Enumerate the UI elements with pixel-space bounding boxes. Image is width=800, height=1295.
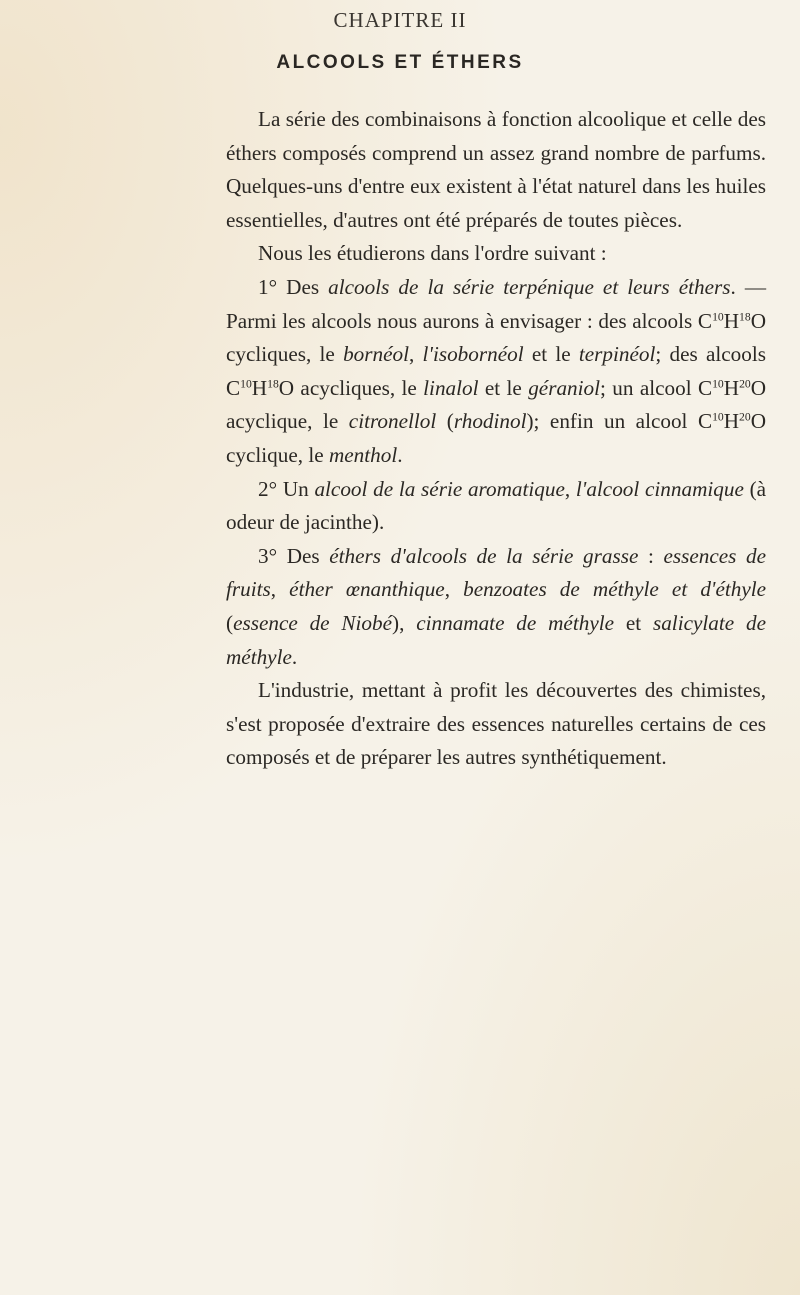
- linalol-term: linalol: [423, 375, 479, 400]
- section-title: ALCOOLS ET ÉTHERS: [276, 52, 524, 73]
- cinnamic-term: l'alcool cinnamique: [575, 476, 744, 501]
- oenanthique-term: éther œnanthique: [289, 577, 445, 602]
- item-2-number: 2°: [258, 476, 278, 501]
- item-2-paragraph: 2° Un alcool de la série aromatique, l'alcool cinnamique (à odeur de jacinthe).: [226, 476, 767, 535]
- item-2-title: alcool de la série aromatique: [314, 476, 565, 501]
- benzoates-term: benzoates de méthyle et d'éthyle: [463, 577, 767, 602]
- niobe-term: essence de Niobé: [233, 610, 393, 635]
- borneol-term: bornéol: [343, 342, 409, 367]
- salicylate-term: salicylate de méthyle: [226, 610, 766, 669]
- cinnamate-term: cinnamate de méthyle: [416, 610, 615, 635]
- body-text: [226, 103, 766, 775]
- item-1-paragraph: 1° Des alcools de la série terpénique et leurs éthers. — Parmi les alcools nous aurons à envisager : des alcools $C^{10}H^{18}O$ cycliques, le bornéol, l'isobornéol et le terpinéol; des alcools $C^{10}H^{18}O$ acycliques, le linalol et le géraniol; un alcool $C^{10}H^{20}O$ acyclique, le citronellol (rhodinol); enfin un alcool $C^{10}H^{20}O$ cyclique, le menthol.: [226, 274, 767, 467]
- rhodinol-term: rhodinol: [453, 409, 527, 434]
- item-3-paragraph: 3° Des éthers d'alcools de la série grasse : essences de fruits, éther œnanthique, benzoates de méthyle et d'éthyle (essence de Niobé), cinnamate de méthyle et salicylate de méthyle.: [226, 543, 767, 669]
- item-3-title: éthers d'alcools de la série grasse: [329, 543, 639, 568]
- geraniol-term: géraniol: [528, 375, 601, 400]
- fruits-term: essences de fruits: [226, 543, 766, 602]
- citronellol-term: citronellol: [348, 409, 437, 434]
- order-paragraph: Nous les étudierons dans l'ordre suivant :: [258, 241, 607, 266]
- closing-paragraph: L'industrie, mettant à profit les découvertes des chimistes, s'est proposée d'extraire des essences naturelles certains de ces composés et de préparer les autres synthétiquement.: [226, 678, 766, 770]
- chapter-title: CHAPITRE II: [333, 8, 467, 32]
- intro-paragraph: La série des combinaisons à fonction alcoolique et celle des éthers composés comprend un assez grand nombre de parfums. Quelques-uns d'entre eux existent à l'état naturel dans les huiles essentielles, d'autres ont été préparés de toutes pièces.: [226, 107, 766, 232]
- item-1-title: alcools de la série terpénique et leurs éthers: [328, 274, 731, 299]
- menthol-term: menthol: [328, 442, 398, 467]
- item-1-number: 1°: [258, 274, 278, 299]
- terpineol-term: terpinéol: [578, 342, 656, 367]
- item-3-number: 3°: [258, 543, 278, 568]
- isoborneol-term: l'isobornéol: [422, 342, 524, 367]
